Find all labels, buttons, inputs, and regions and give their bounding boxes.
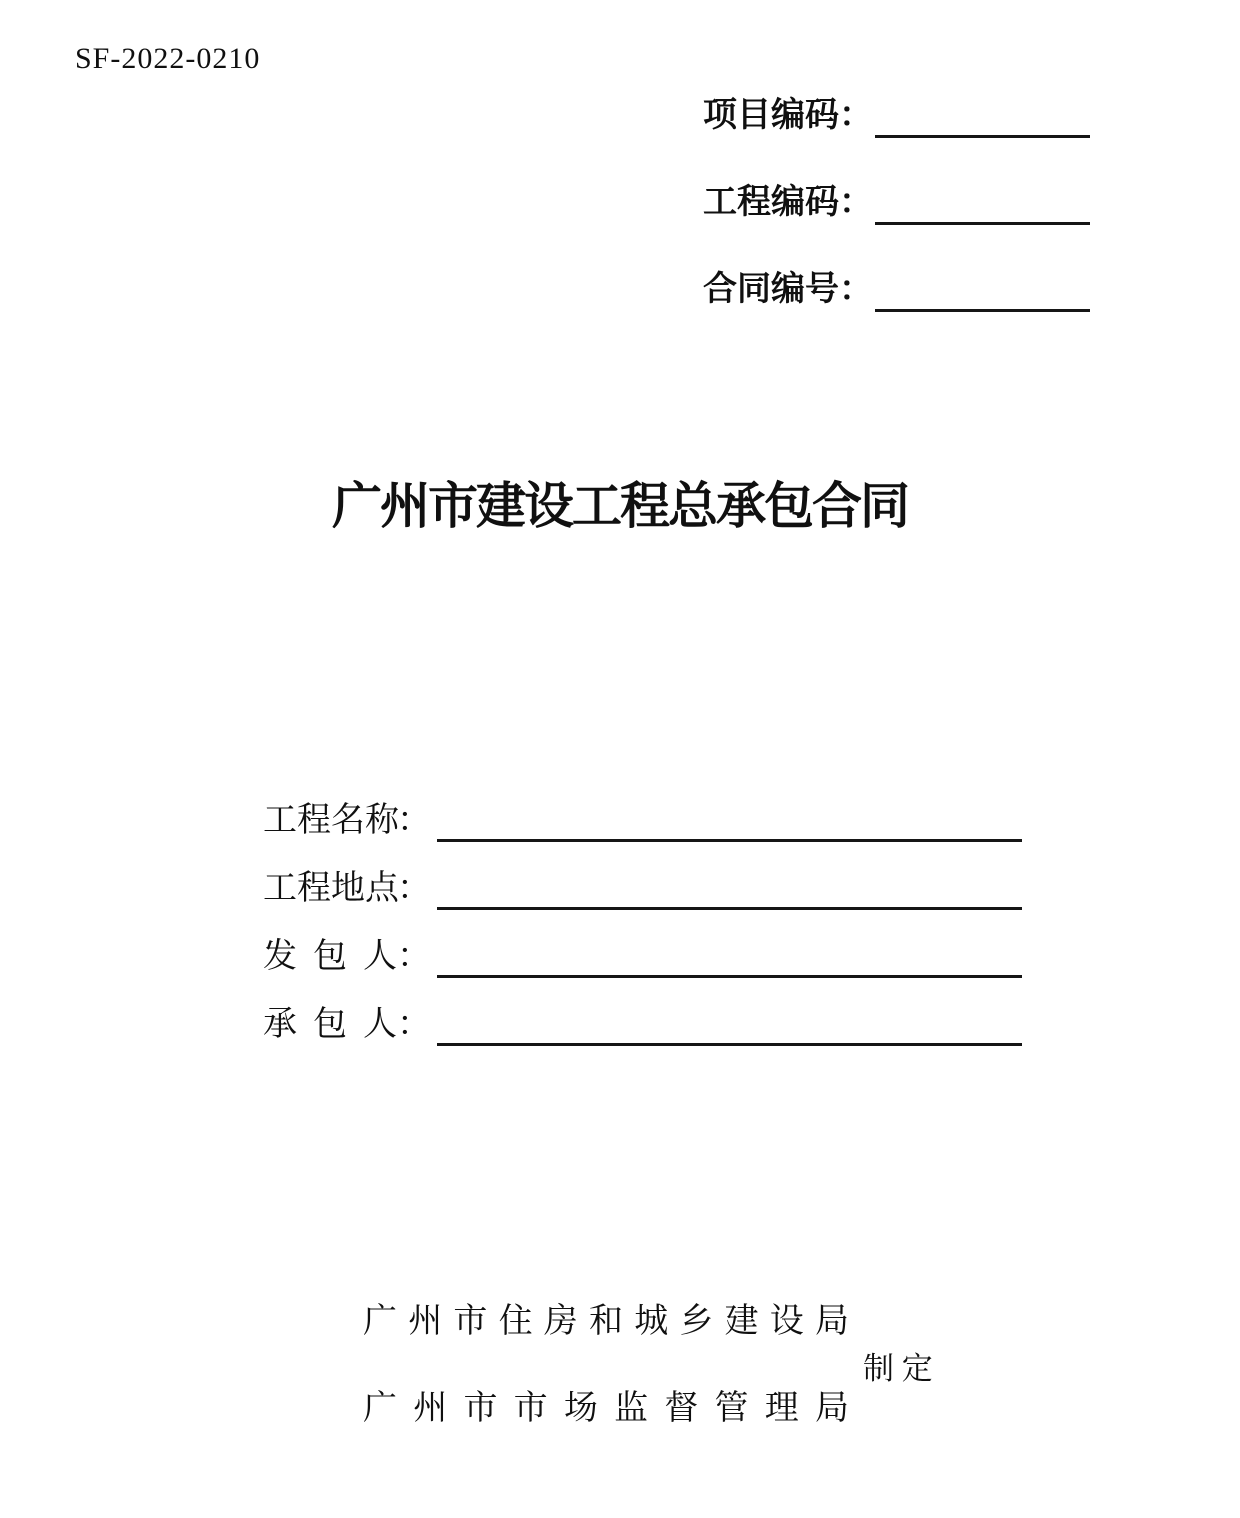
issuing-authority-housing-bureau: 广 州 市 住 房 和 城 乡 建 设 局 xyxy=(363,1303,849,1340)
contractor-blank xyxy=(437,1005,1022,1046)
contract-number-label: 合同编号 xyxy=(703,271,839,308)
project-code-blank xyxy=(875,95,1090,138)
code-fields-block xyxy=(703,94,1090,355)
issuing-authority-market-regulation-bureau: 广 州 市 市 场 监 督 管 理 局 xyxy=(363,1390,849,1427)
project-name-field xyxy=(263,800,1022,842)
document-title: 广州市建设工程总承包合同 xyxy=(332,478,908,534)
project-name-colon: ： xyxy=(397,802,431,839)
project-code-colon: ： xyxy=(839,97,873,134)
employer-field xyxy=(263,936,1022,978)
engineering-code-label: 工程编码 xyxy=(703,184,839,221)
project-location-blank xyxy=(437,869,1022,910)
employer-blank xyxy=(437,937,1022,978)
employer-label: 发 包 人 xyxy=(263,938,397,975)
engineering-code-field xyxy=(703,181,1090,225)
project-name-blank xyxy=(437,801,1022,842)
project-name-label: 工程名称 xyxy=(263,802,399,839)
issued-by-label: 制 定 xyxy=(863,1351,933,1386)
contract-number-colon: ： xyxy=(839,271,873,308)
contractor-label: 承 包 人 xyxy=(263,1006,397,1043)
engineering-code-colon: ： xyxy=(839,184,873,221)
contractor-colon: ： xyxy=(397,1006,431,1043)
engineering-code-blank xyxy=(875,182,1090,225)
contract-number-blank xyxy=(875,269,1090,312)
fill-in-fields-block xyxy=(263,800,1022,1072)
contractor-field xyxy=(263,1004,1022,1046)
project-code-field xyxy=(703,94,1090,138)
employer-colon: ： xyxy=(397,938,431,975)
contract-number-field xyxy=(703,268,1090,312)
project-location-colon: ： xyxy=(397,870,431,907)
project-code-label: 项目编码 xyxy=(703,97,839,134)
form-number: SF-2022-0210 xyxy=(75,42,261,75)
project-location-label: 工程地点 xyxy=(263,870,399,907)
project-location-field xyxy=(263,868,1022,910)
